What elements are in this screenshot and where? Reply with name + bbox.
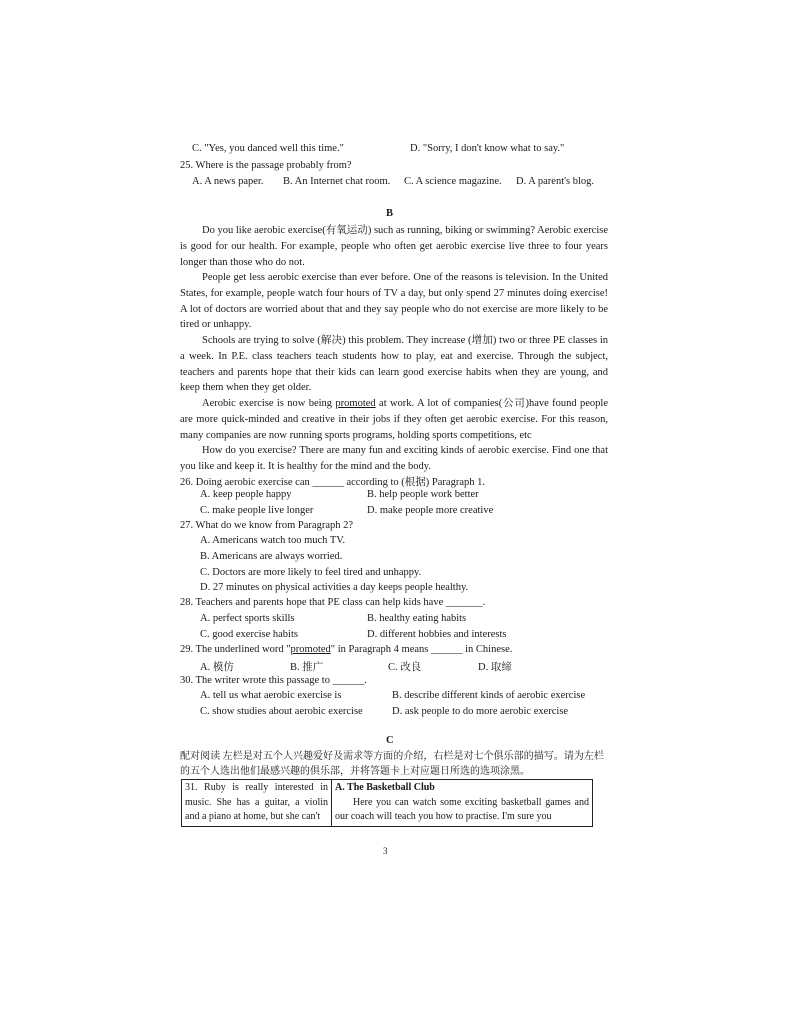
q30-option-c: C. show studies about aerobic exercise <box>200 706 363 717</box>
q25-stem: 25. Where is the passage probably from? <box>180 160 352 171</box>
q27-option-a: A. Americans watch too much TV. <box>200 535 346 546</box>
q25-option-a: A. A news paper. <box>192 176 264 187</box>
q29-stem-rest: " in Paragraph 4 means ______ in Chinese. <box>330 644 513 655</box>
q26-option-c: C. make people live longer <box>200 505 314 516</box>
q25-option-c: C. A science magazine. <box>404 176 502 187</box>
paragraph-4-rest: at work. A lot of companies(公司)have found people are more quick-minded and creative in their jobs if they often get aerobic exercise. For this reason, many companies are now running sports programs, holding sports competitions, etc <box>180 398 608 441</box>
passage-b-paragraph-5: How do you exercise? There are many fun and exciting kinds of aerobic exercise. Find one that you like and keep it. It is healthy for the mind and the body. <box>180 445 608 472</box>
q24-option-c: C. "Yes, you danced well this time." <box>192 143 344 154</box>
section-c-instruction: 配对阅读 左栏是对五个人兴趣爱好及需求等方面的介绍，右栏是对七个俱乐部的描写。请为左栏的五个人选出他们最感兴趣的俱乐部，并将答题卡上对应题日所选的选项涂黑。 <box>180 751 604 777</box>
q28-option-b: B. healthy eating habits <box>367 613 467 624</box>
q29-stem <box>180 644 512 655</box>
q25-option-b: B. An Internet chat room. <box>283 176 391 187</box>
q30-option-d: D. ask people to do more aerobic exercise <box>392 706 569 717</box>
q28-option-d: D. different hobbies and interests <box>367 629 507 640</box>
q27-stem: 27. What do we know from Paragraph 2? <box>180 520 354 531</box>
passage-b-paragraph-2: People get less aerobic exercise than ever before. One of the reasons is television. In the United States, for example, people watch four hours of TV a day, but only spend 27 minutes doing exercise! A lot of doctors are worried about that and they say people who do not exercise are more likely to be tired or unhappy. <box>180 272 608 331</box>
q29-option-a: A. 模仿 <box>200 662 234 673</box>
q26-stem: 26. Doing aerobic exercise can ______ according to (根据) Paragraph 1. <box>180 477 485 488</box>
underlined-word-promoted: promoted <box>335 398 376 409</box>
q26-option-d: D. make people more creative <box>367 505 494 516</box>
q25-option-d: D. A parent's blog. <box>516 176 595 187</box>
q30-option-a: A. tell us what aerobic exercise is <box>200 690 342 701</box>
q30-option-b: B. describe different kinds of aerobic exercise <box>392 690 586 701</box>
q29-underlined-word: promoted <box>290 644 331 655</box>
passage-b-paragraph-3: Schools are trying to solve (解决) this problem. They increase (增加) two or three PE classes in a week. In P.E. class teachers teach students how to play, eat and exercise. Through the subject, teachers and parents hope that their kids can learn good exercise habits when they are young, and keep them when they get older. <box>180 335 608 394</box>
paragraph-4-lead: Aerobic exercise is now being <box>202 398 336 409</box>
club-title-a: A. The Basketball Club <box>335 782 435 793</box>
person-description-31: 31. Ruby is really interested in music. She has a guitar, a violin and a piano at home, but she can't <box>182 780 332 827</box>
q27-option-b: B. Americans are always worried. <box>200 551 343 562</box>
q30-stem: 30. The writer wrote this passage to ______. <box>180 675 367 686</box>
q26-option-a: A. keep people happy <box>200 489 292 500</box>
q29-option-d: D. 取缔 <box>478 662 512 673</box>
section-c-heading: C <box>386 735 394 746</box>
section-b-heading: B <box>386 208 394 219</box>
q29-option-b: B. 推广 <box>290 662 324 673</box>
q26-option-b: B. help people work better <box>367 489 479 500</box>
q29-stem-lead: 29. The underlined word " <box>180 644 291 655</box>
club-text-a: Here you can watch some exciting basketball games and our coach will teach you how to practise. I'm sure you <box>335 796 589 822</box>
q27-option-d: D. 27 minutes on physical activities a day keeps people healthy. <box>200 582 469 593</box>
q27-option-c: C. Doctors are more likely to feel tired and unhappy. <box>200 567 422 578</box>
q24-option-d: D. "Sorry, I don't know what to say." <box>410 143 565 154</box>
table-row <box>182 780 593 827</box>
matching-table <box>181 779 593 827</box>
q28-option-a: A. perfect sports skills <box>200 613 295 624</box>
club-description-a <box>332 780 593 827</box>
q28-stem: 28. Teachers and parents hope that PE class can help kids have _______. <box>180 597 486 608</box>
page-number: 3 <box>383 846 388 856</box>
passage-b-paragraph-4 <box>180 396 608 443</box>
q28-option-c: C. good exercise habits <box>200 629 298 640</box>
passage-b-paragraph-1: Do you like aerobic exercise(有氧运动) such as running, biking or swimming? Aerobic exercise is good for our health. For example, people who often get aerobic exercise live three to four years longer than those who do not. <box>180 225 608 268</box>
q29-option-c: C. 改良 <box>388 662 422 673</box>
